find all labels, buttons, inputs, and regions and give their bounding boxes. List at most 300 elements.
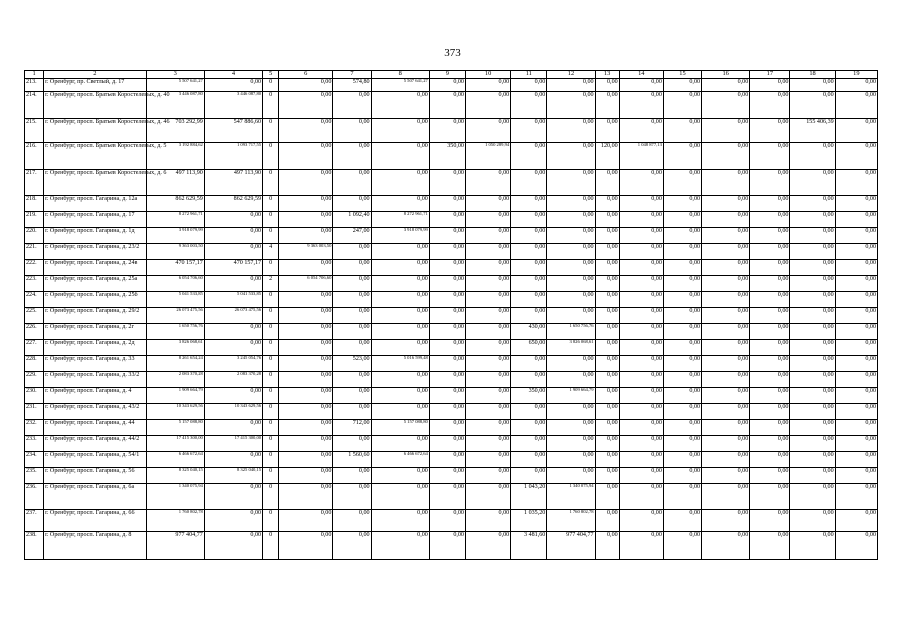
- value-cell-col-16: 0,00: [702, 324, 750, 340]
- value-cell-col-4: 0,00: [204, 510, 262, 532]
- value-cell-col-15: 0,00: [663, 244, 701, 260]
- value-cell-col-9: 0,00: [429, 170, 465, 196]
- table-row: [25, 92, 878, 119]
- value-cell-col-12: 0,00: [547, 170, 595, 196]
- value-cell-col-14: 0,00: [619, 119, 663, 143]
- value-cell-col-19: 0,00: [835, 420, 877, 436]
- value-cell-col-7: 0,00: [333, 143, 371, 170]
- value-cell-col-19: 0,00: [835, 119, 877, 143]
- column-header-3: 3: [146, 71, 204, 79]
- value-cell-col-17: 0,00: [750, 324, 790, 340]
- value-cell-col-4: 17 415 300,00: [204, 436, 262, 452]
- address-cell: г. Оренбург, просп. Гагарина, д. 29/2: [44, 308, 146, 324]
- value-cell-col-13: 120,00: [595, 143, 619, 170]
- value-cell-col-3: 1 909 664,79: [146, 388, 204, 404]
- value-cell-col-13: 0,00: [595, 260, 619, 276]
- value-cell-col-18: 0,00: [790, 340, 835, 356]
- value-cell-col-9: 0,00: [429, 292, 465, 308]
- row-number-cell: 231.: [25, 404, 44, 420]
- column-header-10: 10: [465, 71, 510, 79]
- value-cell-col-4: 0,00: [204, 244, 262, 260]
- value-cell-col-19: 0,00: [835, 143, 877, 170]
- value-cell-col-3: 1 760 802,78: [146, 510, 204, 532]
- value-cell-col-13: 0,00: [595, 324, 619, 340]
- address-cell: г. Оренбург, просп. Гагарина, д. 33/2: [44, 372, 146, 388]
- value-cell-col-17: 0,00: [750, 170, 790, 196]
- value-cell-col-17: 0,00: [750, 404, 790, 420]
- value-cell-col-12: 1 340 075,94: [547, 484, 595, 510]
- value-cell-col-12: 0,00: [547, 260, 595, 276]
- value-cell-col-9: 0,00: [429, 388, 465, 404]
- value-cell-col-12: 0,00: [547, 468, 595, 484]
- value-cell-col-6: 0,00: [279, 484, 333, 510]
- value-cell-col-13: 0,00: [595, 436, 619, 452]
- table-row: [25, 308, 878, 324]
- value-cell-col-16: 0,00: [702, 244, 750, 260]
- column-header-17: 17: [750, 71, 790, 79]
- column-header-14: 14: [619, 71, 663, 79]
- value-cell-col-15: 0,00: [663, 510, 701, 532]
- value-cell-col-12: 0,00: [547, 79, 595, 92]
- row-number-cell: 230.: [25, 388, 44, 404]
- value-cell-col-18: 0,00: [790, 92, 835, 119]
- row-number-cell: 217.: [25, 170, 44, 196]
- value-cell-col-9: 0,00: [429, 436, 465, 452]
- value-cell-col-4: 3 446 087,80: [204, 92, 262, 119]
- table-row: [25, 228, 878, 244]
- value-cell-col-11: 0,00: [511, 260, 547, 276]
- value-cell-col-13: 0,00: [595, 292, 619, 308]
- value-cell-col-16: 0,00: [702, 119, 750, 143]
- value-cell-col-11: 0,00: [511, 276, 547, 292]
- value-cell-col-14: 0,00: [619, 308, 663, 324]
- value-cell-col-10: 0,00: [465, 324, 510, 340]
- value-cell-col-12: 0,00: [547, 92, 595, 119]
- value-cell-col-18: 0,00: [790, 292, 835, 308]
- value-cell-col-12: 0,00: [547, 212, 595, 228]
- address-cell: г. Оренбург, просп. Гагарина, д. 23/2: [44, 244, 146, 260]
- value-cell-col-17: 0,00: [750, 510, 790, 532]
- value-cell-col-12: 0,00: [547, 308, 595, 324]
- value-cell-col-5: 0: [263, 292, 279, 308]
- address-cell: г. Оренбург, просп. Братьев Коростелевых, д. 6: [44, 170, 146, 196]
- value-cell-col-16: 0,00: [702, 532, 750, 560]
- value-cell-col-17: 0,00: [750, 292, 790, 308]
- value-cell-col-10: 0,00: [465, 119, 510, 143]
- value-cell-col-8: 0,00: [371, 244, 429, 260]
- value-cell-col-3: 8 261 654,24: [146, 356, 204, 372]
- value-cell-col-18: 0,00: [790, 143, 835, 170]
- value-cell-col-16: 0,00: [702, 260, 750, 276]
- value-cell-col-15: 0,00: [663, 170, 701, 196]
- value-cell-col-6: 0,00: [279, 356, 333, 372]
- value-cell-col-9: 0,00: [429, 510, 465, 532]
- value-cell-col-14: 0,00: [619, 276, 663, 292]
- value-cell-col-15: 0,00: [663, 79, 701, 92]
- value-cell-col-18: 0,00: [790, 244, 835, 260]
- value-cell-col-19: 0,00: [835, 436, 877, 452]
- value-cell-col-6: 0,00: [279, 119, 333, 143]
- table-row: [25, 388, 878, 404]
- value-cell-col-6: 0,00: [279, 212, 333, 228]
- value-cell-col-6: 0,00: [279, 468, 333, 484]
- value-cell-col-7: 0,00: [333, 276, 371, 292]
- value-cell-col-19: 0,00: [835, 170, 877, 196]
- value-cell-col-11: 0,00: [511, 404, 547, 420]
- value-cell-col-17: 0,00: [750, 340, 790, 356]
- value-cell-col-3: 3 446 087,80: [146, 92, 204, 119]
- value-cell-col-13: 0,00: [595, 372, 619, 388]
- value-cell-col-14: 0,00: [619, 228, 663, 244]
- value-cell-col-4: 0,00: [204, 532, 262, 560]
- value-cell-col-19: 0,00: [835, 532, 877, 560]
- address-cell: г. Оренбург, просп. Гагарина, д. 12а: [44, 196, 146, 212]
- value-cell-col-15: 0,00: [663, 276, 701, 292]
- row-number-cell: 214.: [25, 92, 44, 119]
- table-row: [25, 212, 878, 228]
- value-cell-col-7: 0,00: [333, 484, 371, 510]
- value-cell-col-14: 0,00: [619, 196, 663, 212]
- column-header-15: 15: [663, 71, 701, 79]
- value-cell-col-14: 0,00: [619, 244, 663, 260]
- value-cell-col-8: 0,00: [371, 170, 429, 196]
- row-number-cell: 220.: [25, 228, 44, 244]
- value-cell-col-5: 0: [263, 92, 279, 119]
- value-cell-col-10: 0,00: [465, 510, 510, 532]
- value-cell-col-18: 0,00: [790, 79, 835, 92]
- value-cell-col-6: 0,00: [279, 452, 333, 468]
- value-cell-col-5: 0: [263, 356, 279, 372]
- value-cell-col-15: 0,00: [663, 92, 701, 119]
- value-cell-col-12: 0,00: [547, 420, 595, 436]
- value-cell-col-10: 0,00: [465, 79, 510, 92]
- value-cell-col-14: 0,00: [619, 452, 663, 468]
- table-row: [25, 196, 878, 212]
- value-cell-col-5: 0: [263, 388, 279, 404]
- value-cell-col-16: 0,00: [702, 308, 750, 324]
- value-cell-col-6: 6 054 706,60: [279, 276, 333, 292]
- value-cell-col-19: 0,00: [835, 228, 877, 244]
- value-cell-col-3: 3 192 884,62: [146, 143, 204, 170]
- value-cell-col-11: 0,00: [511, 92, 547, 119]
- value-cell-col-17: 0,00: [750, 244, 790, 260]
- value-cell-col-7: 0,00: [333, 292, 371, 308]
- table-row: [25, 292, 878, 308]
- value-cell-col-17: 0,00: [750, 276, 790, 292]
- value-cell-col-8: 0,00: [371, 292, 429, 308]
- value-cell-col-11: 0,00: [511, 143, 547, 170]
- value-cell-col-17: 0,00: [750, 212, 790, 228]
- value-cell-col-3: 8 325 040,15: [146, 468, 204, 484]
- value-cell-col-11: 430,00: [511, 324, 547, 340]
- value-cell-col-6: 0,00: [279, 228, 333, 244]
- value-cell-col-18: 0,00: [790, 170, 835, 196]
- value-cell-col-7: 712,00: [333, 420, 371, 436]
- value-cell-col-4: 497 113,90: [204, 170, 262, 196]
- value-cell-col-12: 0,00: [547, 228, 595, 244]
- value-cell-col-16: 0,00: [702, 356, 750, 372]
- value-cell-col-16: 0,00: [702, 196, 750, 212]
- value-cell-col-12: 0,00: [547, 276, 595, 292]
- value-cell-col-16: 0,00: [702, 404, 750, 420]
- value-cell-col-7: 0,00: [333, 170, 371, 196]
- value-cell-col-5: 0: [263, 308, 279, 324]
- value-cell-col-12: 0,00: [547, 436, 595, 452]
- value-cell-col-5: 0: [263, 79, 279, 92]
- value-cell-col-19: 0,00: [835, 468, 877, 484]
- value-cell-col-3: 1 650 756,76: [146, 324, 204, 340]
- value-cell-col-9: 0,00: [429, 452, 465, 468]
- value-cell-col-5: 0: [263, 452, 279, 468]
- value-cell-col-18: 0,00: [790, 420, 835, 436]
- value-cell-col-14: 0,00: [619, 468, 663, 484]
- table-row: [25, 324, 878, 340]
- value-cell-col-14: 0,00: [619, 532, 663, 560]
- value-cell-col-10: 0,00: [465, 170, 510, 196]
- row-number-cell: 221.: [25, 244, 44, 260]
- value-cell-col-8: 5 507 641,27: [371, 79, 429, 92]
- value-cell-col-19: 0,00: [835, 260, 877, 276]
- value-cell-col-14: 0,00: [619, 340, 663, 356]
- value-cell-col-5: 0: [263, 404, 279, 420]
- value-cell-col-12: 0,00: [547, 372, 595, 388]
- value-cell-col-17: 0,00: [750, 143, 790, 170]
- value-cell-col-18: 0,00: [790, 308, 835, 324]
- value-cell-col-17: 0,00: [750, 468, 790, 484]
- value-cell-col-4: 470 157,17: [204, 260, 262, 276]
- value-cell-col-16: 0,00: [702, 372, 750, 388]
- value-cell-col-9: 0,00: [429, 404, 465, 420]
- value-cell-col-10: 0,00: [465, 452, 510, 468]
- value-cell-col-17: 0,00: [750, 92, 790, 119]
- value-cell-col-16: 0,00: [702, 468, 750, 484]
- value-cell-col-17: 0,00: [750, 119, 790, 143]
- value-cell-col-8: 0,00: [371, 196, 429, 212]
- value-cell-col-10: 0,00: [465, 484, 510, 510]
- value-cell-col-8: 6 466 672,64: [371, 452, 429, 468]
- table-row: [25, 170, 878, 196]
- value-cell-col-16: 0,00: [702, 292, 750, 308]
- value-cell-col-15: 0,00: [663, 356, 701, 372]
- value-cell-col-6: 0,00: [279, 420, 333, 436]
- value-cell-col-5: 0: [263, 260, 279, 276]
- value-cell-col-7: 0,00: [333, 404, 371, 420]
- value-cell-col-18: 0,00: [790, 324, 835, 340]
- value-cell-col-3: 1 340 075,94: [146, 484, 204, 510]
- value-cell-col-3: 8 272 961,71: [146, 212, 204, 228]
- value-cell-col-14: 0,00: [619, 92, 663, 119]
- value-cell-col-3: 2 083 370,28: [146, 372, 204, 388]
- value-cell-col-5: 2: [263, 276, 279, 292]
- value-cell-col-4: 0,00: [204, 388, 262, 404]
- value-cell-col-11: 0,00: [511, 228, 547, 244]
- value-cell-col-19: 0,00: [835, 324, 877, 340]
- address-cell: г. Оренбург, просп. Гагарина, д. 24в: [44, 260, 146, 276]
- value-cell-col-5: 0: [263, 196, 279, 212]
- value-cell-col-10: 0,00: [465, 388, 510, 404]
- row-number-cell: 215.: [25, 119, 44, 143]
- value-cell-col-7: 0,00: [333, 196, 371, 212]
- value-cell-col-11: 0,00: [511, 119, 547, 143]
- address-cell: г. Оренбург, просп. Гагарина, д. 66: [44, 510, 146, 532]
- value-cell-col-7: 0,00: [333, 324, 371, 340]
- value-cell-col-12: 0,00: [547, 143, 595, 170]
- value-cell-col-14: 0,00: [619, 292, 663, 308]
- value-cell-col-4: 0,00: [204, 228, 262, 244]
- table-row: [25, 276, 878, 292]
- table-row: [25, 436, 878, 452]
- value-cell-col-19: 0,00: [835, 212, 877, 228]
- value-cell-col-9: 0,00: [429, 308, 465, 324]
- value-cell-col-9: 0,00: [429, 196, 465, 212]
- row-number-cell: 226.: [25, 324, 44, 340]
- column-header-16: 16: [702, 71, 750, 79]
- table-row: [25, 143, 878, 170]
- value-cell-col-6: 0,00: [279, 292, 333, 308]
- address-cell: г. Оренбург, просп. Братьев Коростелевых, д. 40: [44, 92, 146, 119]
- table-row: [25, 452, 878, 468]
- address-cell: г. Оренбург, просп. Гагарина, д. 54/1: [44, 452, 146, 468]
- value-cell-col-16: 0,00: [702, 143, 750, 170]
- table-row: [25, 532, 878, 560]
- column-header-8: 8: [371, 71, 429, 79]
- value-cell-col-7: 0,00: [333, 372, 371, 388]
- value-cell-col-4: 3 245 054,76: [204, 356, 262, 372]
- value-cell-col-10: 0,00: [465, 420, 510, 436]
- column-header-6: 6: [279, 71, 333, 79]
- value-cell-col-4: 10 343 629,56: [204, 404, 262, 420]
- value-cell-col-11: 0,00: [511, 356, 547, 372]
- value-cell-col-14: 1 048 877,13: [619, 143, 663, 170]
- value-cell-col-14: 0,00: [619, 404, 663, 420]
- value-cell-col-4: 0,00: [204, 420, 262, 436]
- value-cell-col-10: 0,00: [465, 372, 510, 388]
- value-cell-col-16: 0,00: [702, 340, 750, 356]
- value-cell-col-4: 547 886,60: [204, 119, 262, 143]
- value-cell-col-10: 0,00: [465, 532, 510, 560]
- value-cell-col-5: 0: [263, 420, 279, 436]
- value-cell-col-17: 0,00: [750, 420, 790, 436]
- value-cell-col-12: 0,00: [547, 119, 595, 143]
- column-header-4: 4: [204, 71, 262, 79]
- row-number-cell: 238.: [25, 532, 44, 560]
- value-cell-col-6: 9 363 003,50: [279, 244, 333, 260]
- value-cell-col-5: 0: [263, 484, 279, 510]
- value-cell-col-18: 155 406,39: [790, 119, 835, 143]
- value-cell-col-10: 0,00: [465, 468, 510, 484]
- value-cell-col-13: 0,00: [595, 404, 619, 420]
- value-cell-col-18: 0,00: [790, 372, 835, 388]
- value-cell-col-10: 0,00: [465, 308, 510, 324]
- value-cell-col-11: 0,00: [511, 79, 547, 92]
- row-number-cell: 227.: [25, 340, 44, 356]
- address-cell: г. Оренбург, пр. Светлый, д. 17: [44, 79, 146, 92]
- row-number-cell: 223.: [25, 276, 44, 292]
- value-cell-col-9: 0,00: [429, 356, 465, 372]
- value-cell-col-9: 0,00: [429, 276, 465, 292]
- value-cell-col-13: 0,00: [595, 532, 619, 560]
- value-cell-col-15: 0,00: [663, 468, 701, 484]
- value-cell-col-8: 0,00: [371, 260, 429, 276]
- address-cell: г. Оренбург, просп. Гагарина, д. 44: [44, 420, 146, 436]
- value-cell-col-18: 0,00: [790, 260, 835, 276]
- value-cell-col-12: 1 760 802,78: [547, 510, 595, 532]
- value-cell-col-8: 0,00: [371, 340, 429, 356]
- value-cell-col-9: 0,00: [429, 324, 465, 340]
- value-cell-col-6: 0,00: [279, 143, 333, 170]
- address-cell: г. Оренбург, просп. Гагарина, д. 1д: [44, 228, 146, 244]
- value-cell-col-15: 0,00: [663, 340, 701, 356]
- table-row: [25, 404, 878, 420]
- table-row: [25, 79, 878, 92]
- value-cell-col-11: 1 043,20: [511, 484, 547, 510]
- value-cell-col-6: 0,00: [279, 340, 333, 356]
- value-cell-col-18: 0,00: [790, 356, 835, 372]
- column-header-12: 12: [547, 71, 595, 79]
- value-cell-col-4: 5 041 533,85: [204, 292, 262, 308]
- value-cell-col-9: 0,00: [429, 119, 465, 143]
- address-cell: г. Оренбург, просп. Гагарина, д. 2г: [44, 324, 146, 340]
- value-cell-col-15: 0,00: [663, 404, 701, 420]
- value-cell-col-12: 0,00: [547, 452, 595, 468]
- value-cell-col-10: 0,00: [465, 92, 510, 119]
- value-cell-col-6: 0,00: [279, 404, 333, 420]
- value-cell-col-6: 0,00: [279, 436, 333, 452]
- table-row: [25, 372, 878, 388]
- value-cell-col-5: 0: [263, 119, 279, 143]
- value-cell-col-18: 0,00: [790, 510, 835, 532]
- value-cell-col-12: 977 404,77: [547, 532, 595, 560]
- value-cell-col-10: 0,00: [465, 404, 510, 420]
- value-cell-col-15: 0,00: [663, 388, 701, 404]
- value-cell-col-4: 0,00: [204, 324, 262, 340]
- table-row: [25, 119, 878, 143]
- value-cell-col-10: 0,00: [465, 212, 510, 228]
- value-cell-col-18: 0,00: [790, 436, 835, 452]
- value-cell-col-11: 1 035,20: [511, 510, 547, 532]
- value-cell-col-18: 0,00: [790, 212, 835, 228]
- value-cell-col-6: 0,00: [279, 532, 333, 560]
- value-cell-col-14: 0,00: [619, 436, 663, 452]
- table-row: [25, 510, 878, 532]
- value-cell-col-13: 0,00: [595, 170, 619, 196]
- value-cell-col-8: 0,00: [371, 308, 429, 324]
- value-cell-col-16: 0,00: [702, 170, 750, 196]
- value-cell-col-8: 0,00: [371, 532, 429, 560]
- column-header-9: 9: [429, 71, 465, 79]
- value-cell-col-10: 0,00: [465, 292, 510, 308]
- value-cell-col-14: 0,00: [619, 484, 663, 510]
- value-cell-col-4: 0,00: [204, 484, 262, 510]
- column-header-18: 18: [790, 71, 835, 79]
- value-cell-col-11: 0,00: [511, 170, 547, 196]
- value-cell-col-10: 0,00: [465, 340, 510, 356]
- value-cell-col-11: 0,00: [511, 452, 547, 468]
- value-cell-col-18: 0,00: [790, 228, 835, 244]
- value-cell-col-3: 470 157,17: [146, 260, 204, 276]
- column-number-row: [25, 71, 878, 79]
- value-cell-col-12: 0,00: [547, 244, 595, 260]
- value-cell-col-7: 0,00: [333, 388, 371, 404]
- value-cell-col-10: 0,00: [465, 244, 510, 260]
- address-cell: г. Оренбург, просп. Гагарина, д. 2д: [44, 340, 146, 356]
- value-cell-col-15: 0,00: [663, 532, 701, 560]
- address-cell: г. Оренбург, просп. Гагарина, д. 8: [44, 532, 146, 560]
- page-number: 373: [444, 47, 461, 59]
- value-cell-col-16: 0,00: [702, 276, 750, 292]
- value-cell-col-19: 0,00: [835, 404, 877, 420]
- row-number-cell: 233.: [25, 436, 44, 452]
